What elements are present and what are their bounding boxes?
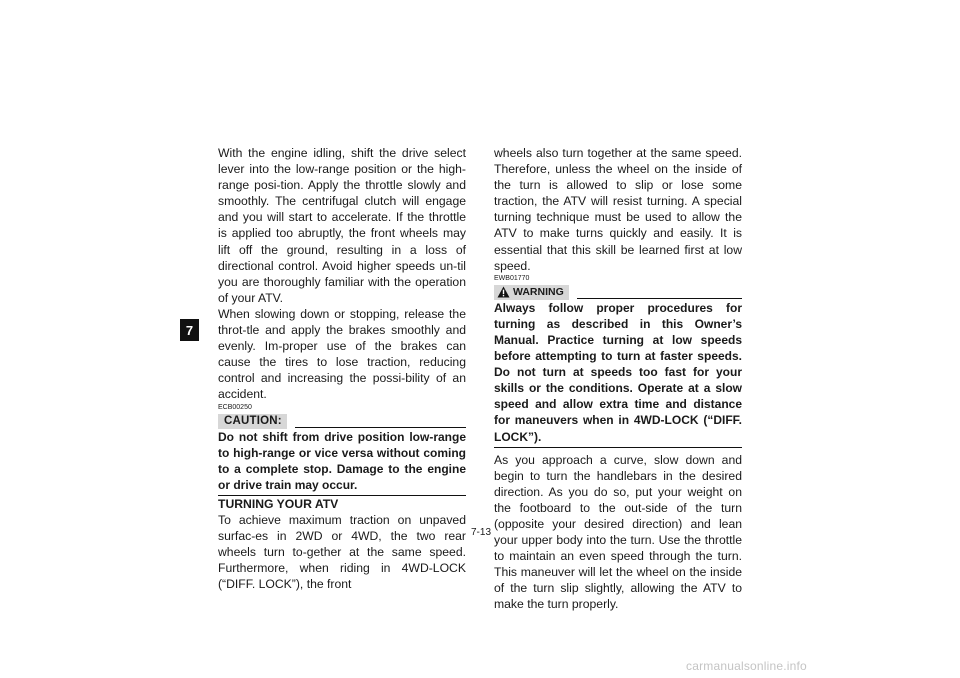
caution-code: ECB00250 <box>218 403 252 411</box>
paragraph-wheels-turn: wheels also turn together at the same speed. Therefore, unless the wheel on the inside of the turn is allowed to slip or lose some traction, the ATV will resist turning. A special turning technique must be used to allow the ATV to make turns quickly and easily. It is essential that this skill be learned first at low speed. <box>494 146 742 273</box>
warning-rule <box>577 298 742 299</box>
caution-label: CAUTION: <box>218 414 287 429</box>
warning-label-box <box>494 285 569 300</box>
warning-code: EWB01770 <box>494 274 530 282</box>
chapter-tab: 7 <box>180 319 199 341</box>
paragraph-traction: To achieve maximum traction on unpaved surfac-es in 2WD or 4WD, the two rear wheels turn to-gether at the same speed. Furthermore, when riding in 4WD-LOCK (“DIFF. LOCK”), the front <box>218 512 466 592</box>
page-number: 7-13 <box>470 527 491 538</box>
section-heading: TURNING YOUR ATV <box>218 496 339 511</box>
right-column <box>494 145 742 613</box>
warning-label: WARNING <box>513 285 564 298</box>
caution-text: Do not shift from drive position low-range to high-range or vice versa without coming to a complete stop. Damage to the engine or drive train may occur. <box>218 429 466 496</box>
paragraph-idling-shift: With the engine idling, shift the drive select lever into the low-range position or the high-range posi-tion. Apply the throttle slowly and smoothly. The centrifugal clutch will engage and you will start to accelerate. If the throttle is applied too abruptly, the front wheels may lift off the ground, resulting in a loss of directional control. Avoid higher speeds un-til you are thoroughly familiar with the operation of your ATV. <box>218 146 466 305</box>
paragraph-curve-approach: As you approach a curve, slow down and begin to turn the handlebars in the desired direction. As you do so, put your weight on the footboard to the out-side of the turn (opposite your desired direction) and lean your upper body into the turn. Use the throttle to maintain an even speed through the turn. This maneuver will let the wheel on the inside of the turn slip slightly, allowing the ATV to make the turn properly. <box>494 452 742 612</box>
watermark: carmanualsonline.info <box>686 659 807 673</box>
warning-triangle-icon <box>497 286 510 298</box>
caution-header <box>218 413 466 429</box>
paragraph-slowing-stopping: When slowing down or stopping, release the throt-tle and apply the brakes smoothly and evenly. Im-proper use of the brakes can cause the tires to lose traction, reducing control and increasing the possi-bility of an accident. <box>218 306 466 402</box>
warning-header <box>494 284 742 300</box>
warning-text: Always follow proper procedures for turning as described in this Owner’s Manual. Practice turning at low speeds before attempting to turn at faster speeds. Do not turn at speeds too fast for your skills or the conditions. Operate at a slow speed and allow extra time and distance for maneuvers when in 4WD-LOCK (“DIFF. LOCK”). <box>494 300 742 448</box>
left-column <box>218 145 466 592</box>
caution-rule <box>295 427 466 428</box>
